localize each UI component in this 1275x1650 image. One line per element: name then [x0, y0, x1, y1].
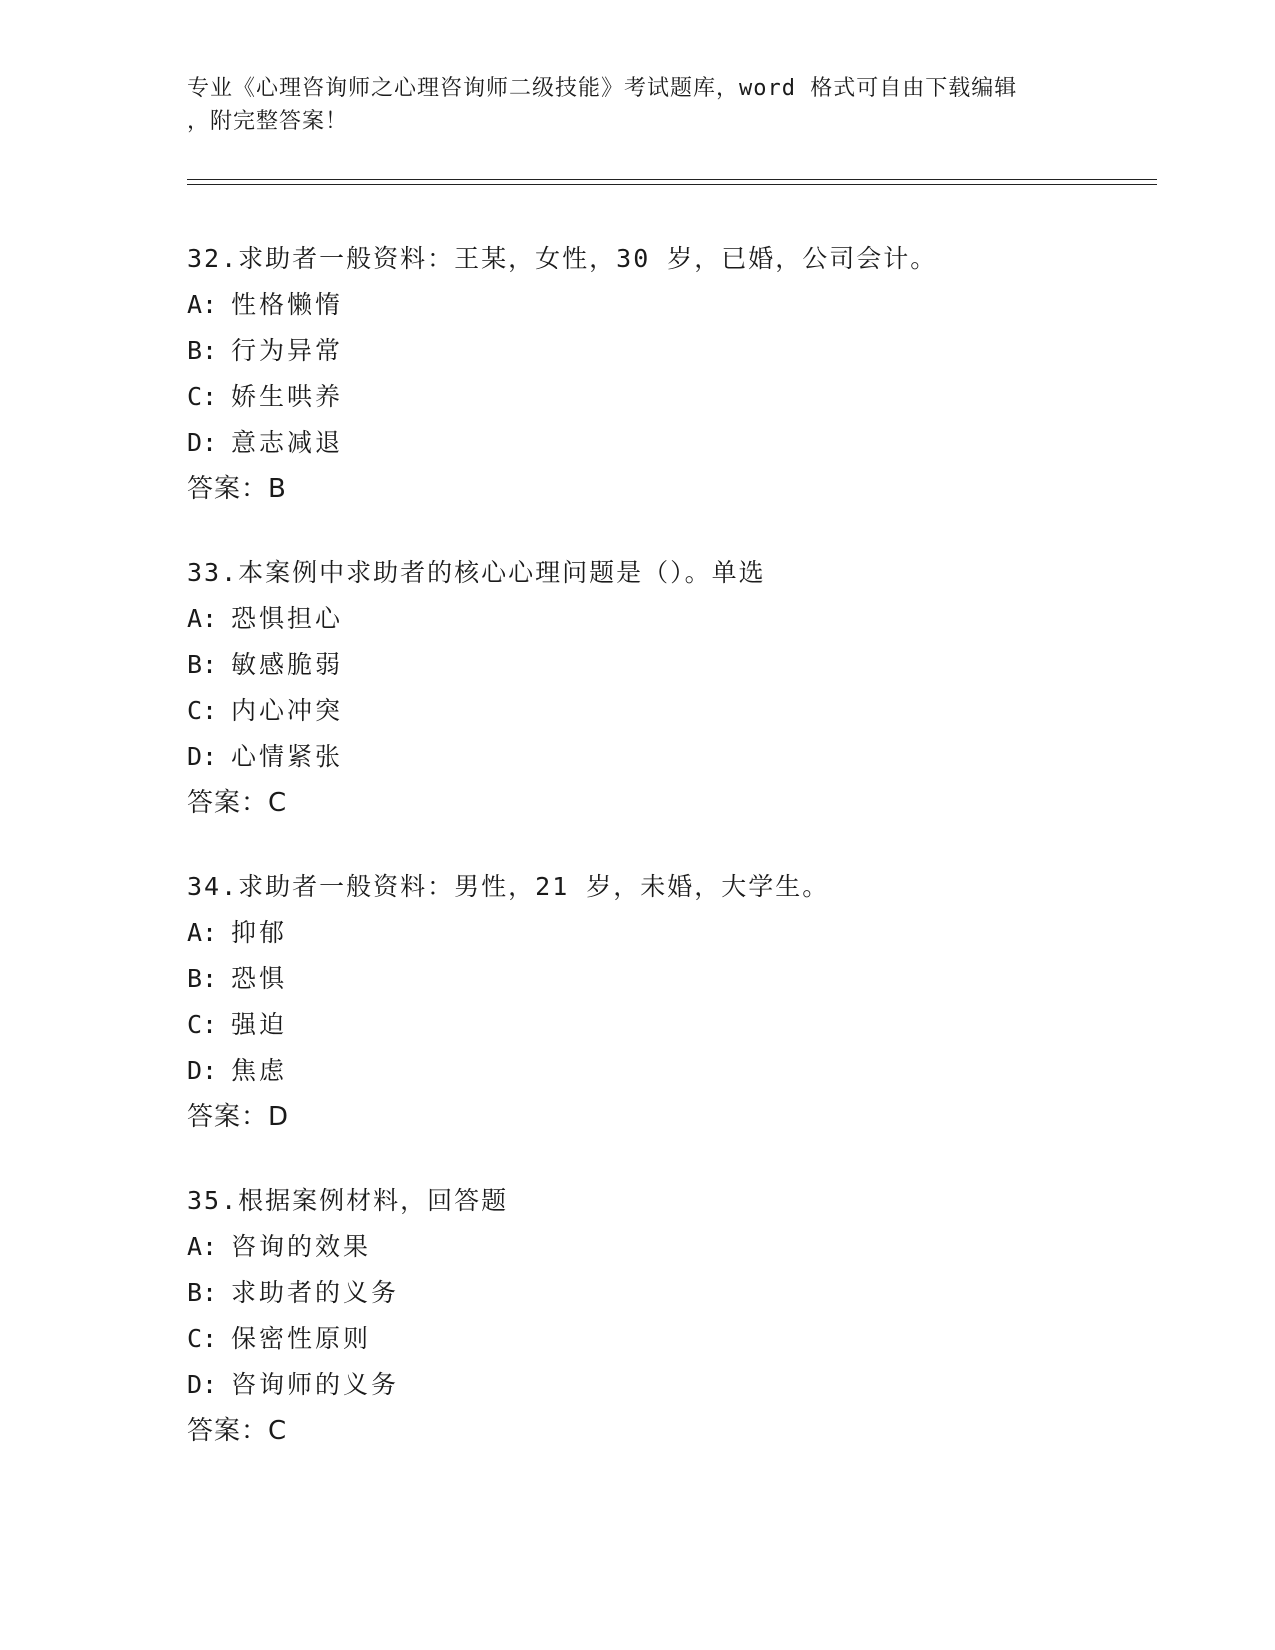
option-text: 咨询师的义务	[231, 1370, 400, 1399]
option-letter: B:	[187, 650, 218, 679]
option-b	[187, 642, 1147, 688]
option-text: 强迫	[231, 1010, 288, 1039]
option-a	[187, 1224, 1147, 1270]
option-letter: C:	[187, 1010, 218, 1039]
header-title-line-1: 专业《心理咨询师之心理咨询师二级技能》考试题库，word 格式可自由下载编辑	[187, 76, 1018, 101]
question-list	[187, 236, 1147, 1492]
answer-line: 答案：B	[187, 474, 287, 504]
option-a	[187, 282, 1147, 328]
document-header	[187, 72, 1087, 138]
question-stem: 33.本案例中求助者的核心心理问题是（）。单选	[187, 558, 766, 587]
option-text: 心情紧张	[231, 742, 344, 771]
question-stem: 34.求助者一般资料：男性，21 岁，未婚，大学生。	[187, 872, 830, 901]
header-divider-top	[187, 179, 1157, 180]
option-c	[187, 374, 1147, 420]
option-c	[187, 1316, 1147, 1362]
option-letter: B:	[187, 1278, 218, 1307]
option-letter: A:	[187, 1232, 218, 1261]
option-d	[187, 1362, 1147, 1408]
option-text: 保密性原则	[231, 1324, 372, 1353]
option-letter: D:	[187, 1370, 218, 1399]
option-d	[187, 734, 1147, 780]
option-text: 娇生哄养	[231, 382, 344, 411]
option-text: 内心冲突	[231, 696, 344, 725]
answer-line: 答案：D	[187, 1102, 290, 1132]
option-text: 恐惧担心	[231, 604, 344, 633]
option-letter: C:	[187, 1324, 218, 1353]
question-stem: 32.求助者一般资料：王某，女性，30 岁，已婚，公司会计。	[187, 244, 938, 273]
option-b	[187, 1270, 1147, 1316]
option-letter: D:	[187, 428, 218, 457]
option-text: 敏感脆弱	[231, 650, 344, 679]
option-letter: C:	[187, 382, 218, 411]
header-divider-bottom	[187, 184, 1157, 185]
option-b	[187, 956, 1147, 1002]
option-a	[187, 910, 1147, 956]
option-a	[187, 596, 1147, 642]
option-d	[187, 1048, 1147, 1094]
option-letter: C:	[187, 696, 218, 725]
answer-line: 答案：C	[187, 788, 288, 818]
option-text: 意志减退	[231, 428, 344, 457]
option-d	[187, 420, 1147, 466]
answer-line: 答案：C	[187, 1416, 288, 1446]
question-33	[187, 550, 1147, 826]
option-letter: A:	[187, 290, 218, 319]
header-title-line-2: ，附完整答案！	[187, 109, 349, 134]
option-letter: D:	[187, 742, 218, 771]
option-letter: A:	[187, 918, 218, 947]
option-b	[187, 328, 1147, 374]
question-stem: 35.根据案例材料，回答题	[187, 1186, 509, 1215]
option-letter: D:	[187, 1056, 218, 1085]
option-text: 性格懒惰	[231, 290, 344, 319]
option-letter: B:	[187, 964, 218, 993]
option-text: 恐惧	[231, 964, 288, 993]
option-text: 焦虑	[231, 1056, 288, 1085]
question-32	[187, 236, 1147, 512]
question-35	[187, 1178, 1147, 1454]
option-letter: B:	[187, 336, 218, 365]
option-c	[187, 688, 1147, 734]
option-c	[187, 1002, 1147, 1048]
option-text: 抑郁	[231, 918, 288, 947]
option-text: 咨询的效果	[231, 1232, 372, 1261]
option-text: 求助者的义务	[231, 1278, 400, 1307]
question-34	[187, 864, 1147, 1140]
option-letter: A:	[187, 604, 218, 633]
option-text: 行为异常	[231, 336, 344, 365]
